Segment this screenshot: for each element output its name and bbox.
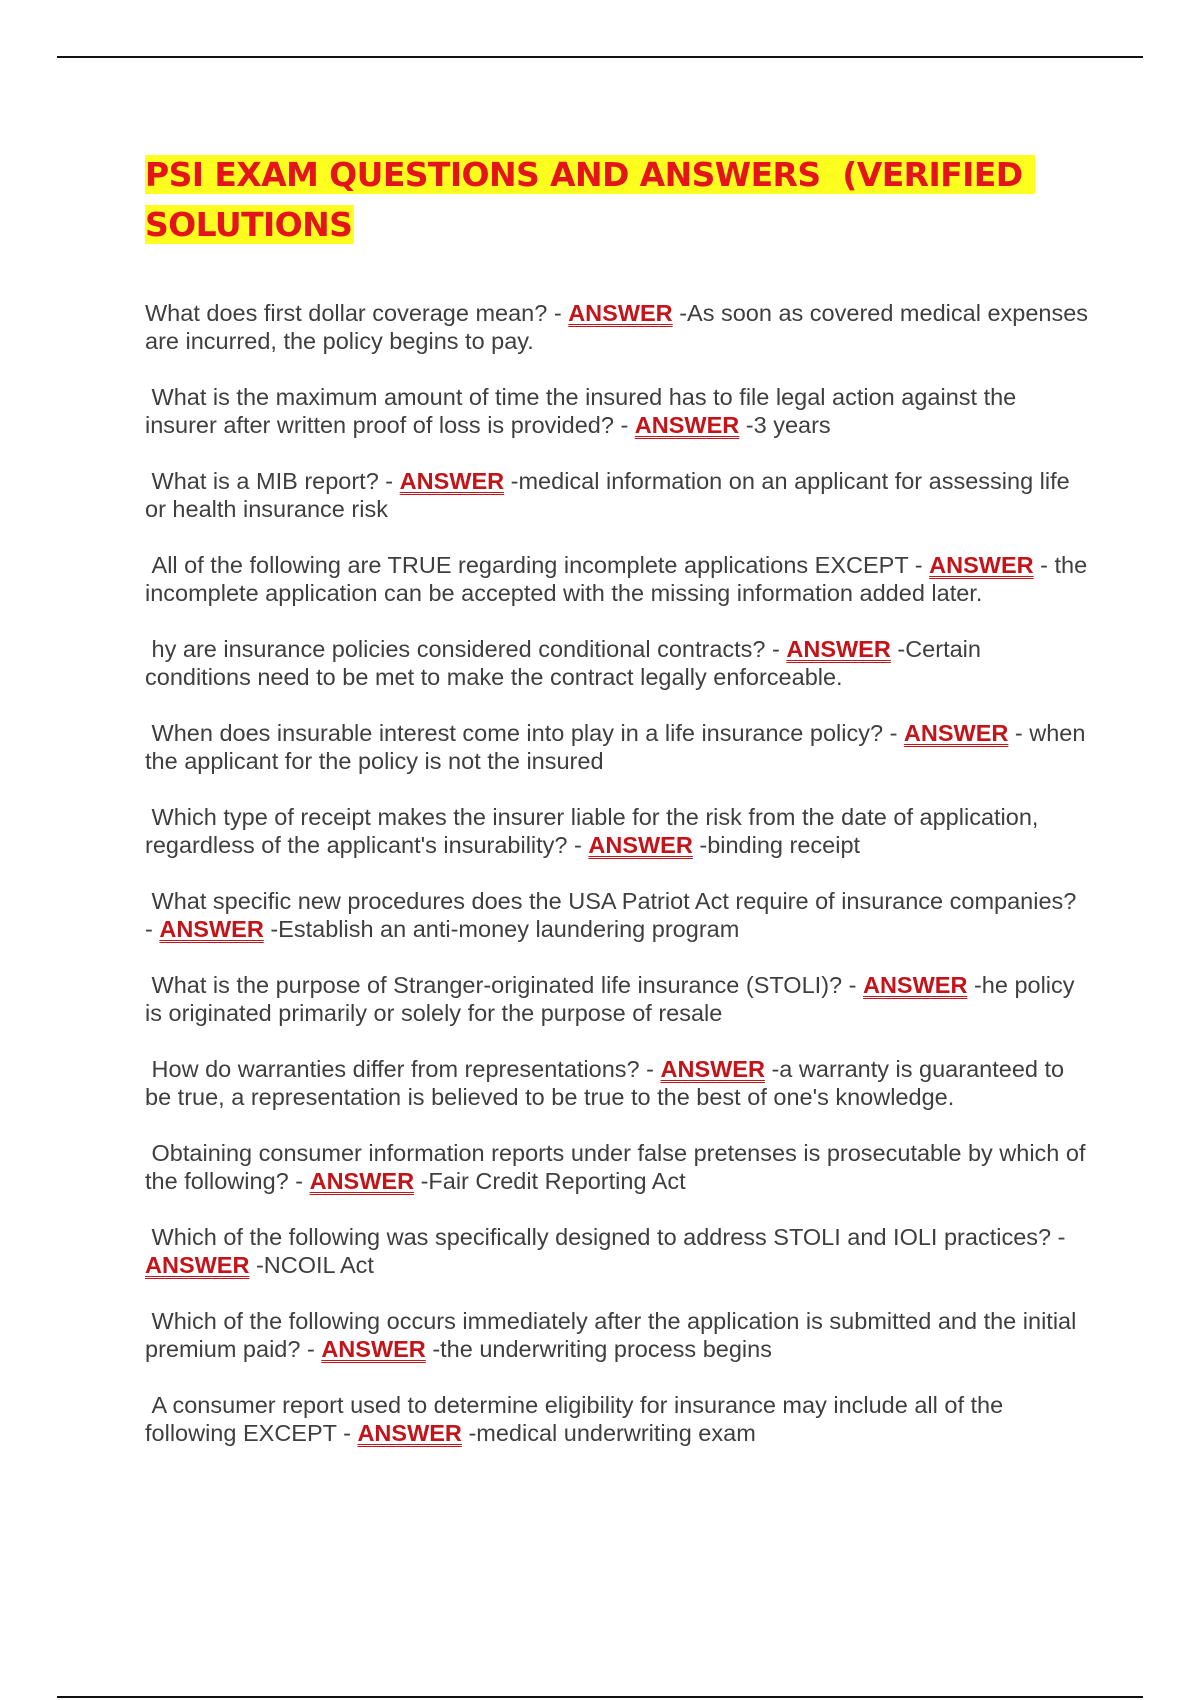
answer-text: -As soon as covered medical expenses are incurred, the policy begins to pay.: [145, 300, 1095, 354]
answer-text: -Certain conditions need to be met to make the contract legally enforceable.: [145, 636, 988, 690]
answer-text: -he policy is originated primarily or solely for the purpose of resale: [145, 972, 1082, 1026]
answer-label[interactable]: ANSWER: [321, 1336, 426, 1362]
question-text: Which of the following occurs immediately after the application is submitted and the initial premium paid? -: [145, 1308, 1083, 1362]
answer-text: -medical information on an applicant for assessing life or health insurance risk: [145, 468, 1077, 522]
answer-label[interactable]: ANSWER: [660, 1056, 765, 1082]
answer-label[interactable]: ANSWER: [399, 468, 505, 494]
question-text: Which of the following was specifically designed to address STOLI and IOLI practices? -: [145, 1224, 1072, 1250]
answer-text: -Establish an anti-money laundering program: [270, 916, 740, 942]
question-text: What specific new procedures does the USA Patriot Act require of insurance companies? -: [145, 888, 1083, 942]
qa-item: [145, 719, 1090, 775]
answer-label[interactable]: ANSWER: [568, 300, 673, 326]
qa-item: [145, 803, 1090, 859]
question-text: All of the following are TRUE regarding incomplete applications EXCEPT -: [145, 552, 930, 578]
footer-rule: [57, 1696, 1143, 1698]
answer-text: - when the applicant for the policy is not the insured: [145, 720, 1092, 774]
question-text: When does insurable interest come into play in a life insurance policy? -: [145, 720, 904, 746]
qa-item: [145, 299, 1095, 355]
document-title: [145, 150, 1045, 250]
qa-item: [145, 971, 1090, 1027]
answer-label[interactable]: ANSWER: [903, 720, 1009, 746]
question-text: What is the maximum amount of time the insured has to file legal action against the insurer after written proof of loss is provided? -: [145, 384, 1023, 438]
document-title-text: PSI EXAM QUESTIONS AND ANSWERS (VERIFIED SOLUTIONS: [145, 155, 1034, 244]
header-rule: [57, 56, 1143, 58]
answer-label[interactable]: ANSWER: [357, 1420, 462, 1446]
answer-text: -a warranty is guaranteed to be true, a representation is believed to be true to the best of one's knowledge.: [145, 1056, 1071, 1110]
answer-label[interactable]: ANSWER: [159, 916, 264, 942]
question-text: How do warranties differ from representations? -: [145, 1056, 661, 1082]
qa-item: [145, 887, 1090, 943]
qa-item: [145, 1223, 1090, 1279]
answer-label[interactable]: ANSWER: [862, 972, 968, 998]
answer-text: -the underwriting process begins: [432, 1336, 772, 1362]
qa-item: [145, 1391, 1090, 1447]
answer-text: -medical underwriting exam: [468, 1420, 756, 1446]
qa-item: [145, 1139, 1093, 1195]
qa-item: [145, 467, 1090, 523]
answer-label[interactable]: ANSWER: [786, 636, 891, 662]
answer-text: - the incomplete application can be accepted with the missing information added later.: [145, 552, 1094, 606]
question-text: What does first dollar coverage mean? -: [145, 300, 569, 326]
qa-item: [145, 1055, 1090, 1111]
question-text: Obtaining consumer information reports under false pretenses is prosecutable by which of the following? -: [145, 1140, 1093, 1194]
qa-item: [145, 1307, 1090, 1363]
qa-list: [145, 299, 1095, 1447]
answer-label[interactable]: ANSWER: [145, 1252, 250, 1278]
qa-item: [145, 635, 1090, 691]
answer-text: -Fair Credit Reporting Act: [420, 1168, 686, 1194]
qa-item: [145, 383, 1090, 439]
answer-label[interactable]: ANSWER: [634, 412, 740, 438]
question-text: A consumer report used to determine eligibility for insurance may include all of the following EXCEPT -: [145, 1392, 1010, 1446]
answer-label[interactable]: ANSWER: [588, 832, 693, 858]
answer-label[interactable]: ANSWER: [929, 552, 1034, 578]
answer-text: -3 years: [745, 412, 831, 438]
question-text: What is the purpose of Stranger-originated life insurance (STOLI)? -: [145, 972, 863, 998]
answer-label[interactable]: ANSWER: [309, 1168, 415, 1194]
question-text: hy are insurance policies considered conditional contracts? -: [145, 636, 787, 662]
answer-text: -binding receipt: [699, 832, 861, 858]
question-text: What is a MIB report? -: [145, 468, 400, 494]
question-text: Which type of receipt makes the insurer liable for the risk from the date of application, regardless of the applicant's insurability? -: [145, 804, 1045, 858]
answer-text: -NCOIL Act: [255, 1252, 374, 1278]
qa-item: [145, 551, 1094, 607]
